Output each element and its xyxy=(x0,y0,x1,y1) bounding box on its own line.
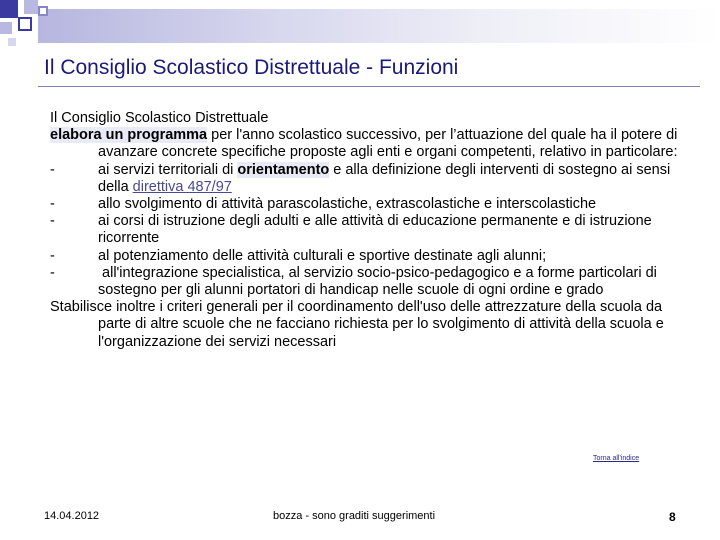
bullet-dash: - xyxy=(50,213,55,230)
list-item xyxy=(50,196,690,213)
list-item xyxy=(50,213,690,247)
footer-date: 14.04.2012 xyxy=(44,510,100,522)
list-item xyxy=(50,162,690,196)
decor-square xyxy=(0,0,18,18)
decor-square xyxy=(18,17,32,31)
list-item-text: ai corsi di istruzione degli adulti e alle attività di educazione permanente e di istruzione ricorrente xyxy=(98,213,652,247)
list-item-text: all'integrazione specialistica, al servizio socio-psico-pedagogico e a forme particolari di sostegno per gli alunni portatori di handicap nelle scuole di ogni ordine e grado xyxy=(98,264,661,299)
list-item-text: e alla definizione degli interventi di sostegno ai sensi della xyxy=(98,161,671,195)
list-item xyxy=(50,248,690,265)
paragraph-stabilisce: Stabilisce inoltre i criteri generali per il coordinamento dell'uso delle attrezzature della scuola da parte di altre scuole che ne facciano richiesta per lo svolgimento di attività della scuola e l'organizzazione dei servizi necessari xyxy=(50,299,664,350)
highlight-programma: elabora un programma xyxy=(50,127,208,144)
intro-line: Il Consiglio Scolastico Distrettuale xyxy=(50,110,269,126)
page-number: 8 xyxy=(669,510,676,524)
back-to-index-link[interactable]: Torna all'indice xyxy=(593,455,640,462)
bullet-dash: - xyxy=(50,264,55,281)
paragraph-programma xyxy=(50,127,690,161)
bullet-dash: - xyxy=(50,196,55,213)
list-item-text: al potenziamento delle attività culturali e sportive destinate agli alunni; xyxy=(98,247,547,264)
slide-body xyxy=(50,110,690,351)
decor-square xyxy=(8,38,16,46)
title-divider xyxy=(38,86,700,87)
slide-title: Il Consiglio Scolastico Distrettuale - Funzioni xyxy=(44,56,459,79)
decor-square xyxy=(24,0,38,14)
list-item xyxy=(50,265,690,299)
bullet-dash: - xyxy=(50,247,55,264)
direttiva-link[interactable]: direttiva 487/97 xyxy=(132,178,232,195)
decor-square xyxy=(38,6,48,16)
list-item-text: allo svolgimento di attività parascolastiche, extrascolastiche e interscolastiche xyxy=(98,196,597,213)
decor-square xyxy=(0,22,12,34)
paragraph-programma-text: per l'anno scolastico successivo, per l’attuazione del quale ha il potere di avanzare concrete specifiche proposte agli enti e organi competenti, relativo in particolare: xyxy=(98,127,678,161)
highlight-orientamento: orientamento xyxy=(237,161,330,178)
footer-note: bozza - sono graditi suggerimenti xyxy=(273,510,436,522)
bullet-dash: - xyxy=(50,161,55,178)
list-item-text: ai servizi territoriali di xyxy=(98,161,238,178)
header-decoration-bar xyxy=(38,9,720,43)
